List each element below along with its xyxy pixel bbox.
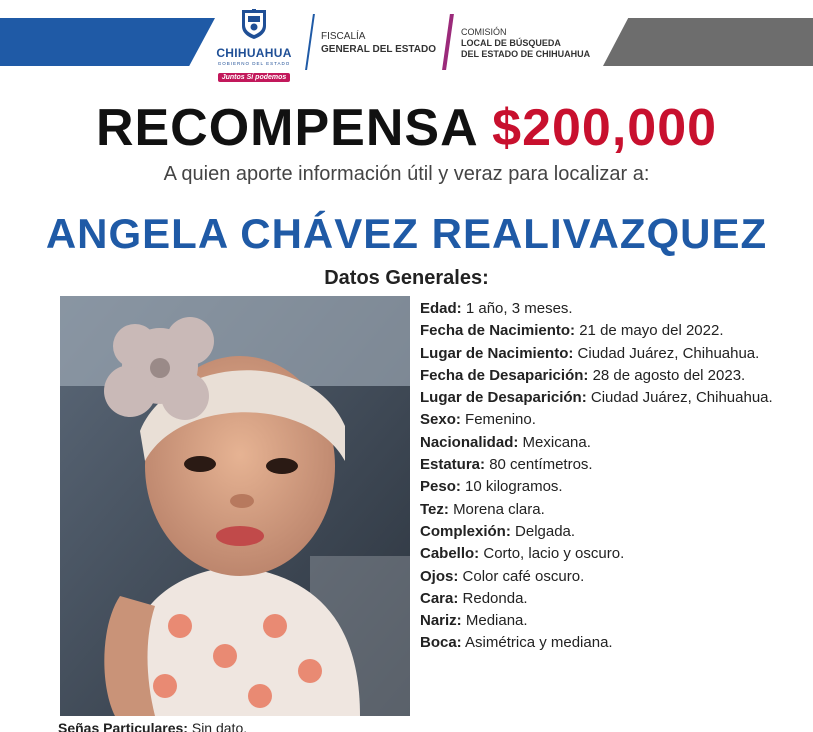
detail-label: Estatura: [420, 456, 486, 474]
detail-value: 80 centímetros. [489, 456, 593, 474]
detail-value: Femenino. [465, 411, 536, 429]
reward-label: RECOMPENSA [95, 99, 477, 157]
logo-name: CHIHUAHUA [216, 46, 292, 60]
section-title: Datos Generales: [324, 267, 489, 289]
fiscalia-line2: GENERAL DEL ESTADO [321, 44, 437, 55]
detail-row [420, 566, 800, 588]
detail-label: Cabello: [420, 545, 480, 563]
distinctive-marks-label: Señas Particulares: [58, 720, 188, 732]
details-list [420, 298, 800, 655]
header-band-right [603, 18, 813, 66]
detail-value: 21 de mayo del 2022. [579, 322, 724, 340]
detail-label: Edad: [420, 300, 462, 317]
logo-slogan: Juntos Sí podemos [218, 73, 291, 82]
detail-row [420, 298, 800, 320]
state-shield-icon [239, 8, 269, 40]
detail-row [420, 432, 800, 454]
header-divider-accent [442, 14, 454, 70]
detail-label: Nariz: [420, 612, 462, 630]
detail-row [420, 499, 800, 521]
detail-value: Ciudad Juárez, Chihuahua. [577, 344, 760, 362]
detail-label: Fecha de Nacimiento: [420, 322, 576, 340]
detail-label: Lugar de Nacimiento: [420, 344, 574, 362]
intro-text: A quien aporte información útil y veraz para localizar a: [163, 163, 650, 185]
detail-label: Cara: [420, 589, 459, 607]
detail-value: 28 de agosto del 2023. [592, 366, 746, 384]
detail-value: Redonda. [462, 589, 528, 607]
detail-value: Corto, lacio y oscuro. [483, 545, 625, 563]
detail-value: Asimétrica y mediana. [465, 634, 613, 652]
comision-line1: COMISIÓN [461, 27, 507, 37]
distinctive-marks-value: Sin dato. [191, 720, 248, 732]
detail-value: 10 kilogramos. [465, 478, 563, 496]
comision-label [461, 27, 590, 60]
detail-row [420, 387, 800, 409]
detail-row [420, 343, 800, 365]
comision-line3: DEL ESTADO DE CHIHUAHUA [461, 49, 591, 59]
logo-subtitle: GOBIERNO DEL ESTADO [217, 61, 291, 66]
detail-label: Sexo: [420, 411, 461, 429]
detail-row [420, 610, 800, 632]
detail-row [420, 588, 800, 610]
detail-label: Peso: [420, 478, 461, 496]
detail-row [420, 454, 800, 476]
detail-value: Color café oscuro. [462, 567, 585, 585]
fiscalia-label [321, 30, 436, 56]
detail-row [420, 476, 800, 498]
detail-label: Boca: [420, 634, 462, 652]
detail-label: Ojos: [420, 567, 459, 585]
detail-row [420, 409, 800, 431]
detail-label: Fecha de Desaparición: [420, 366, 589, 384]
detail-row [420, 543, 800, 565]
detail-label: Nacionalidad: [420, 433, 519, 451]
detail-value: Delgada. [515, 522, 576, 540]
detail-row [420, 521, 800, 543]
detail-value: Mediana. [465, 612, 528, 630]
detail-label: Lugar de Desaparición: [420, 389, 587, 407]
header-divider [305, 14, 315, 70]
detail-value: Mexicana. [522, 433, 591, 451]
detail-label: Tez: [420, 500, 449, 518]
detail-row [420, 320, 800, 342]
detail-value: Ciudad Juárez, Chihuahua. [590, 389, 773, 407]
detail-row [420, 632, 800, 654]
chihuahua-logo [212, 8, 296, 84]
detail-value: Morena clara. [453, 500, 545, 518]
header-band-left [0, 18, 215, 66]
comision-line2: LOCAL DE BÚSQUEDA [461, 38, 561, 48]
missing-person-photo [60, 296, 410, 716]
header-banner [0, 0, 813, 80]
child-photo-illustration [60, 296, 410, 716]
detail-row [420, 365, 800, 387]
person-name: ANGELA CHÁVEZ REALIVAZQUEZ [45, 210, 768, 257]
reward-amount: $200,000 [492, 99, 718, 157]
detail-value: 1 año, 3 meses. [465, 300, 573, 317]
reward-heading [0, 98, 813, 158]
distinctive-marks [58, 720, 247, 732]
detail-label: Complexión: [420, 522, 511, 540]
fiscalia-line1: FISCALÍA [321, 31, 366, 42]
